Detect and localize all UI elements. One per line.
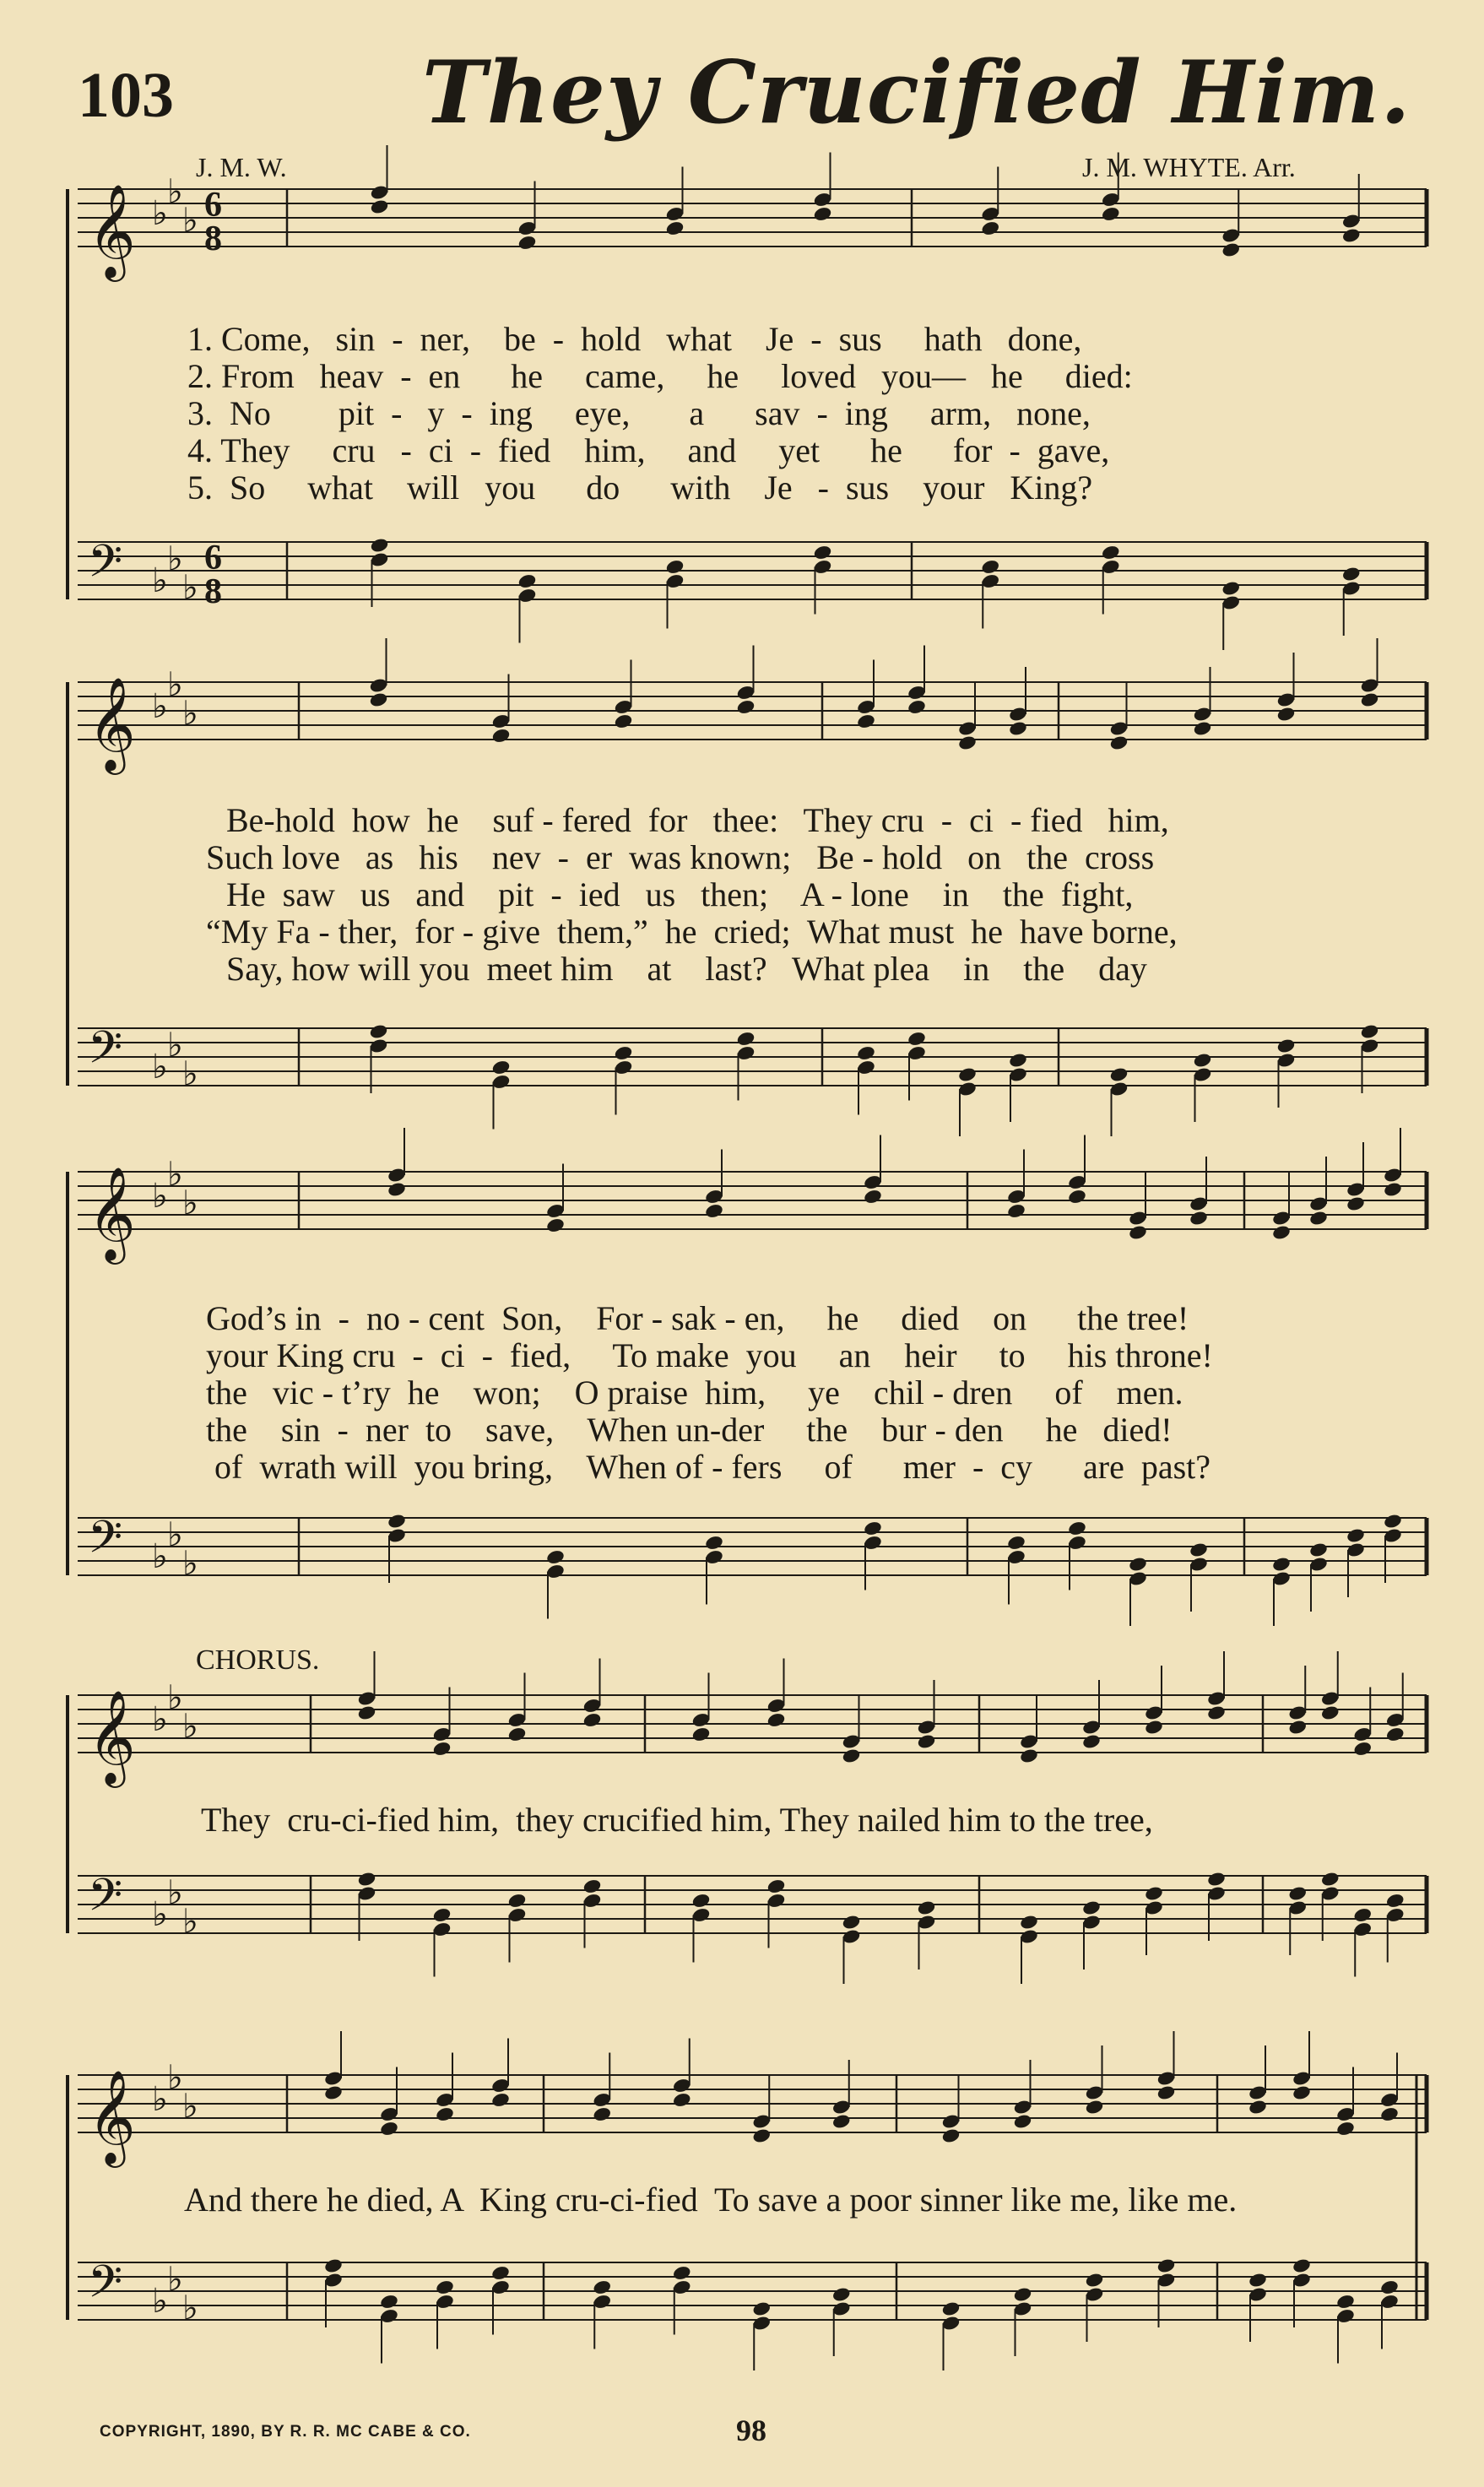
verse-4-line-2: “My Fa - ther, for - give them,” he cried; What must he have borne, [206, 913, 1178, 951]
note-head [1006, 1203, 1026, 1220]
flat-sign: ♭ [152, 194, 168, 233]
note-head [1341, 227, 1362, 244]
note-head [917, 1899, 937, 1916]
time-signature: 8 [204, 572, 222, 611]
verse-1-line-3: God’s in - no - cent Son, For - sak - en, he died on the tree! [206, 1299, 1189, 1337]
note-head [1276, 706, 1297, 723]
flat-sign: ♭ [182, 694, 198, 734]
note-head [379, 2294, 399, 2311]
note-head [1308, 1210, 1329, 1227]
flat-sign: ♭ [182, 1544, 198, 1584]
note-head [1156, 2084, 1177, 2101]
note-head [1271, 1224, 1292, 1241]
note-head [1320, 1871, 1340, 1888]
note-head [491, 728, 512, 745]
note-head [370, 537, 390, 554]
treble-clef: 𝄞 [88, 1166, 136, 1260]
flat-sign: ♭ [182, 1054, 198, 1094]
verse-1-line-2: Be-hold how he suf - fered for thee: They cru - ci - fied him, [226, 801, 1169, 839]
note-head [1248, 2099, 1268, 2116]
note-head [491, 1059, 512, 1076]
note-head [1276, 1038, 1297, 1054]
note-head [1383, 1181, 1403, 1198]
note-head [323, 2084, 344, 2101]
note-head [1383, 1513, 1403, 1530]
treble-clef: 𝄞 [88, 2069, 136, 2164]
note-head [856, 713, 876, 730]
note-head [517, 573, 538, 590]
chorus-line-1: They cru-ci-fied him, they crucified him, They nailed him to the tree, [201, 1801, 1153, 1839]
page-number: 98 [736, 2414, 766, 2447]
note-head [1008, 1052, 1028, 1069]
note-head [1019, 1914, 1039, 1931]
note-head [980, 220, 1000, 237]
note-head [1008, 720, 1028, 737]
note-head [357, 1871, 377, 1888]
note-head [387, 1513, 407, 1530]
note-head [957, 1066, 978, 1083]
note-head [1144, 1719, 1164, 1736]
note-head [766, 1712, 787, 1729]
note-head [766, 1878, 787, 1895]
note-head [1335, 2294, 1356, 2311]
note-head [842, 1747, 862, 1764]
note-head [1085, 2272, 1105, 2289]
note-head [1081, 1733, 1102, 1750]
note-head [691, 1893, 712, 1910]
note-head [370, 198, 390, 215]
bass-clef: 𝄢 [88, 1870, 123, 1932]
chorus-line-2: And there he died, A King cru-ci-fied To save a poor sinner like me, like me. [184, 2181, 1238, 2219]
flat-sign: ♭ [152, 1177, 168, 1216]
flat-sign: ♭ [167, 172, 183, 212]
note-head [432, 1741, 452, 1758]
treble-clef: 𝄞 [88, 676, 136, 771]
note-head [751, 2127, 772, 2144]
bass-clef: 𝄢 [88, 2257, 123, 2319]
note-head [517, 235, 538, 252]
flat-sign: ♭ [152, 687, 168, 726]
note-head [856, 1045, 876, 1062]
flat-sign: ♭ [167, 665, 183, 705]
flat-sign: ♭ [167, 2260, 183, 2300]
note-head [1360, 691, 1380, 708]
note-head [614, 713, 634, 730]
copyright-notice: COPYRIGHT, 1890, BY R. R. MC CABE & CO. [100, 2423, 471, 2441]
flat-sign: ♭ [152, 1895, 168, 1934]
verse-2-line-1: 2. From heav - en he came, he loved you— he died: [187, 357, 1133, 395]
flat-sign: ♭ [167, 1678, 183, 1718]
flat-sign: ♭ [182, 2087, 198, 2127]
verse-5-line-3: of wrath will you bring, When of - fers of mer - cy are past? [214, 1448, 1211, 1486]
note-head [1335, 2121, 1356, 2138]
note-head [1346, 1195, 1366, 1212]
note-head [1379, 2106, 1400, 2123]
verse-3-line-3: the vic - t’ry he won; O praise him, ye chil - dren of men. [206, 1374, 1183, 1411]
note-head [1385, 1726, 1405, 1743]
time-signature: 6 [204, 186, 222, 225]
flat-sign: ♭ [182, 1707, 198, 1747]
flat-sign: ♭ [167, 1873, 183, 1913]
note-head [490, 2092, 511, 2109]
note-head [1081, 1899, 1102, 1916]
note-head [1109, 734, 1129, 751]
note-head [941, 2300, 961, 2317]
verse-2-line-2: Such love as his nev - er was known; Be - hold on the cross [206, 838, 1155, 876]
note-head [1346, 1527, 1366, 1544]
note-head [1128, 1224, 1148, 1241]
verse-2-line-3: your King cru - ci - fied, To make you an heir to his throne! [206, 1336, 1213, 1374]
note-head [704, 1535, 724, 1552]
note-head [1271, 1556, 1292, 1573]
verse-5-line-2: Say, how will you meet him at last? What plea in the day [226, 950, 1147, 988]
note-head [507, 1726, 528, 1743]
note-head [957, 734, 978, 751]
verse-4-line-1: 4. They cru - ci - fied him, and yet he for - gave, [187, 431, 1110, 469]
words-credit: J. M. W. [196, 152, 287, 182]
note-head [665, 220, 685, 237]
verse-3-line-1: 3. No pit - y - ing eye, a sav - ing arm, none, [187, 394, 1091, 432]
note-head [704, 1203, 724, 1220]
note-head [1206, 1871, 1227, 1888]
note-head [1013, 2286, 1033, 2303]
treble-clef: 𝄞 [88, 1689, 136, 1784]
chorus-label: CHORUS. [196, 1644, 320, 1676]
verse-3-line-2: He saw us and pit - ied us then; A - lone in the fight, [226, 875, 1134, 913]
bass-clef: 𝄢 [88, 1022, 123, 1085]
note-head [545, 1549, 566, 1566]
note-head [813, 545, 833, 561]
note-head [1320, 1704, 1340, 1721]
note-head [831, 2113, 852, 2130]
verse-1-line-1: 1. Come, sin - ner, be - hold what Je - sus hath done, [187, 320, 1082, 358]
flat-sign: ♭ [167, 1026, 183, 1065]
note-head [751, 2300, 772, 2317]
flat-sign: ♭ [152, 2080, 168, 2119]
note-head [435, 2279, 455, 2296]
flat-sign: ♭ [152, 1700, 168, 1739]
note-head [1067, 1189, 1087, 1206]
bass-clef: 𝄢 [88, 536, 123, 599]
note-head [323, 2257, 344, 2274]
note-head [507, 1893, 528, 1910]
note-head [941, 2127, 961, 2144]
note-head [665, 559, 685, 576]
note-head [1206, 1704, 1227, 1721]
note-head [907, 1031, 927, 1048]
verse-4-line-3: the sin - ner to save, When un-der the bur - den he died! [206, 1411, 1173, 1449]
flat-sign: ♭ [182, 201, 198, 241]
note-head [1287, 1719, 1308, 1736]
note-head [490, 2265, 511, 2282]
flat-sign: ♭ [152, 1048, 168, 1086]
note-head [1379, 2279, 1400, 2296]
note-head [432, 1907, 452, 1924]
note-head [1385, 1893, 1405, 1910]
note-head [1109, 1066, 1129, 1083]
note-head [842, 1914, 862, 1931]
time-signature: 6 [204, 539, 222, 577]
flat-sign: ♭ [182, 1902, 198, 1942]
bass-clef: 𝄢 [88, 1512, 123, 1574]
flat-sign: ♭ [167, 539, 183, 579]
note-head [1193, 1052, 1213, 1069]
note-head [1189, 1542, 1209, 1558]
note-head [1019, 1747, 1039, 1764]
note-head [1144, 1885, 1164, 1902]
note-head [1352, 1741, 1373, 1758]
note-head [863, 1189, 883, 1206]
flat-sign: ♭ [182, 568, 198, 608]
note-head [1067, 1520, 1087, 1537]
hymn-number: 103 [78, 60, 174, 131]
note-head [592, 2106, 612, 2123]
note-head [813, 206, 833, 223]
note-head [1013, 2113, 1033, 2130]
note-head [357, 1704, 377, 1721]
time-signature: 8 [204, 219, 222, 258]
note-head [387, 1181, 407, 1198]
note-head [1101, 545, 1121, 561]
note-head [1221, 241, 1241, 258]
note-head [1193, 720, 1213, 737]
note-head [1287, 1885, 1308, 1902]
note-head [1341, 566, 1362, 582]
note-head [582, 1878, 603, 1895]
note-head [614, 1045, 634, 1062]
note-head [1221, 580, 1241, 597]
note-head [1292, 2084, 1312, 2101]
note-head [831, 2286, 852, 2303]
note-head [691, 1726, 712, 1743]
note-head [672, 2092, 692, 2109]
flat-sign: ♭ [182, 1184, 198, 1223]
flat-sign: ♭ [167, 1155, 183, 1195]
note-head [1360, 1023, 1380, 1040]
flat-sign: ♭ [152, 2282, 168, 2321]
note-head [1101, 206, 1121, 223]
note-head [736, 1031, 756, 1048]
flat-sign: ♭ [152, 1537, 168, 1576]
note-head [1006, 1535, 1026, 1552]
note-head [379, 2121, 399, 2138]
note-head [545, 1217, 566, 1234]
note-head [1352, 1907, 1373, 1924]
note-head [1085, 2099, 1105, 2116]
flat-sign: ♭ [182, 2289, 198, 2328]
note-head [1128, 1556, 1148, 1573]
note-head [863, 1520, 883, 1537]
note-head [1308, 1542, 1329, 1558]
flat-sign: ♭ [167, 1515, 183, 1555]
note-head [1248, 2272, 1268, 2289]
note-head [917, 1733, 937, 1750]
note-head [1189, 1210, 1209, 1227]
note-head [369, 1023, 389, 1040]
note-head [582, 1712, 603, 1729]
verse-5-line-1: 5. So what will you do with Je - sus your King? [187, 469, 1093, 507]
note-head [592, 2279, 612, 2296]
hymn-title: They Crucified Him. [422, 42, 1411, 144]
flat-sign: ♭ [152, 561, 168, 600]
note-head [907, 699, 927, 716]
note-head [435, 2106, 455, 2123]
note-head [736, 699, 756, 716]
note-head [1156, 2257, 1177, 2274]
note-head [980, 559, 1000, 576]
note-head [1292, 2257, 1312, 2274]
treble-clef: 𝄞 [88, 183, 136, 278]
music-credit: J. M. WHYTE. Arr. [1082, 152, 1296, 182]
flat-sign: ♭ [167, 2058, 183, 2098]
note-head [672, 2265, 692, 2282]
note-head [369, 691, 389, 708]
